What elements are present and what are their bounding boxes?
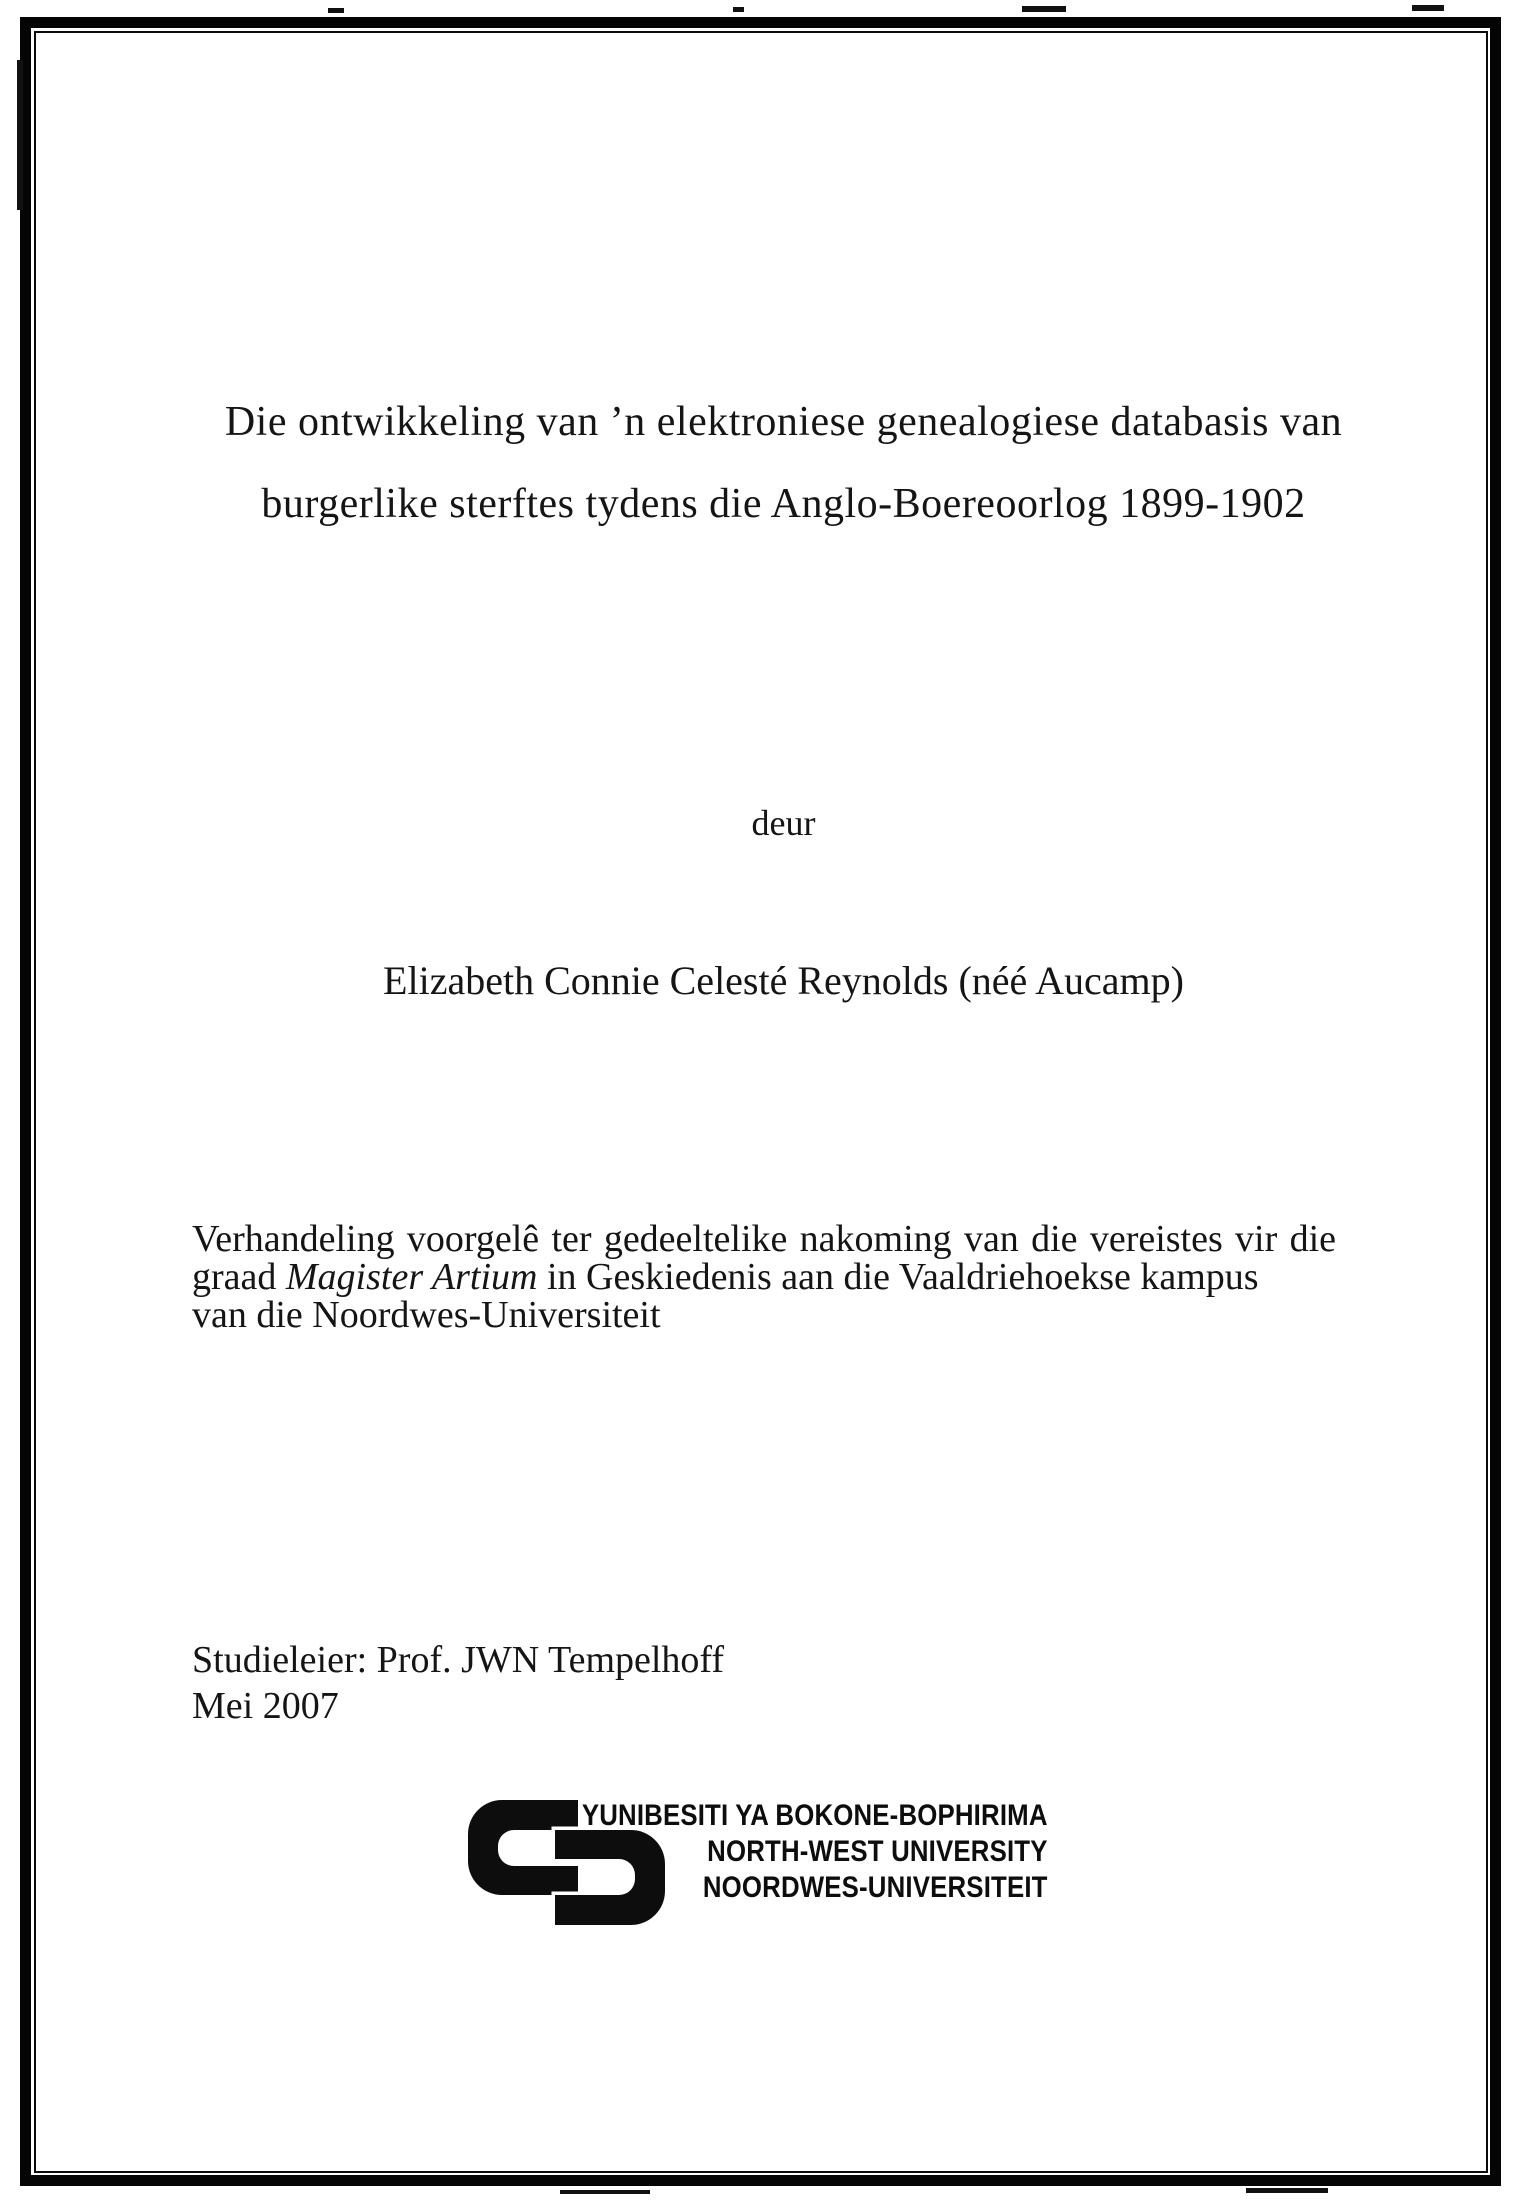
submission-line2-suffix: in Geskiedenis aan die Vaaldriehoekse kampus (537, 1256, 1259, 1298)
thesis-title-line2: burgerlike sterftes tydens die Anglo-Boereoorlog 1899-1902 (261, 481, 1306, 527)
scan-artifact (1412, 5, 1444, 11)
thesis-title (50, 381, 1517, 545)
submission-line3: van die Noordwes-Universiteit (192, 1294, 661, 1336)
university-name-afrikaans: NOORDWES-UNIVERSITEIT (703, 1871, 1048, 1904)
scan-artifact (328, 8, 344, 13)
submission-statement (192, 1220, 1336, 1334)
author-name: Elizabeth Connie Celesté Reynolds (néé Aucamp) (383, 958, 1184, 1003)
university-name-block (582, 1798, 1048, 1906)
scan-artifact (1246, 2188, 1328, 2193)
scan-artifact (560, 2190, 650, 2194)
degree-name: Magister Artium (285, 1256, 538, 1298)
university-name-english: NORTH-WEST UNIVERSITY (707, 1835, 1048, 1868)
scan-artifact (733, 7, 744, 12)
scan-artifact (17, 60, 23, 210)
submission-line2-prefix: graad (192, 1256, 286, 1298)
submission-line1: Verhandeling voorgelê ter gedeeltelike nakoming van die vereistes vir die (192, 1218, 1336, 1260)
university-name-setswana: YUNIBESITI YA BOKONE-BOPHIRIMA (582, 1799, 1048, 1832)
thesis-title-line1: Die ontwikkeling van ’n elektroniese genealogiese databasis van (224, 399, 1343, 445)
submission-line2 (192, 1258, 1336, 1296)
supervisor-line: Studieleier: Prof. JWN Tempelhoff (192, 1639, 725, 1681)
date-line: Mei 2007 (192, 1685, 339, 1727)
scan-artifact (1022, 6, 1066, 12)
supervisor-block (192, 1637, 724, 1729)
byline-label: deur (751, 803, 816, 843)
